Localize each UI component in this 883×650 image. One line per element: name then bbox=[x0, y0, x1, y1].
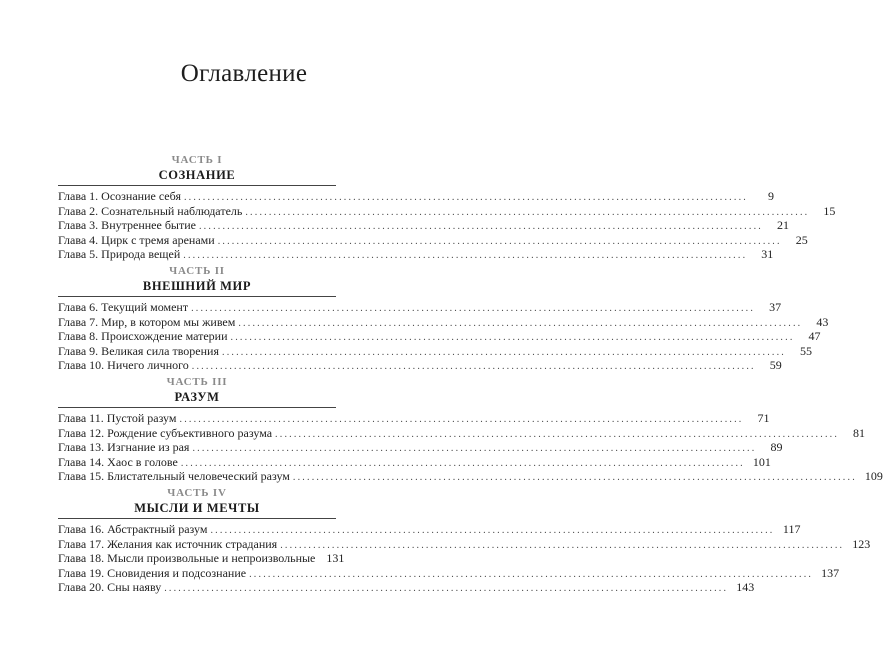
part-section bbox=[58, 153, 836, 262]
dot-leader: ........................................................................................................................ bbox=[164, 583, 729, 594]
dot-leader: ........................................................................................................................ bbox=[245, 206, 810, 218]
toc-entry[interactable] bbox=[58, 551, 345, 566]
toc-entry[interactable] bbox=[58, 300, 782, 315]
page-number: 21 bbox=[776, 218, 789, 232]
chapter-title: Глава 17. Желания как источник страдания bbox=[58, 537, 280, 552]
chapter-title: Глава 14. Хаос в голове bbox=[58, 455, 181, 470]
chapter-title: Глава 12. Рождение субъективного разума bbox=[58, 426, 275, 441]
dot-leader: ........................................................................................................................ bbox=[217, 235, 782, 247]
dot-leader: ........................................................................................................................ bbox=[192, 443, 757, 454]
page-number: 123 bbox=[852, 536, 871, 551]
toc-entry[interactable] bbox=[58, 469, 883, 484]
chapter-title: Глава 8. Происхождение материи bbox=[58, 329, 231, 344]
toc-entry[interactable] bbox=[58, 329, 821, 344]
chapter-list bbox=[58, 300, 829, 373]
page-number: 101 bbox=[752, 454, 771, 469]
page-number: 37 bbox=[769, 300, 782, 314]
toc-entry[interactable] bbox=[58, 343, 812, 359]
dot-leader: ........................................................................................................................ bbox=[275, 428, 840, 440]
page-number: 25 bbox=[795, 232, 808, 247]
chapter-title: Глава 9. Великая сила творения bbox=[58, 344, 222, 359]
dot-leader: ........................................................................................................................ bbox=[230, 332, 795, 343]
chapter-title: Глава 15. Блистательный человеческий разум bbox=[58, 469, 293, 484]
part-divider bbox=[58, 407, 336, 408]
toc-entry[interactable] bbox=[58, 314, 829, 330]
page-number: 81 bbox=[853, 425, 866, 440]
toc-entry[interactable] bbox=[58, 440, 783, 455]
dot-leader: ........................................................................................................................ bbox=[292, 472, 857, 483]
dot-leader: ........................................................................................................................ bbox=[249, 568, 814, 580]
toc-entry[interactable] bbox=[58, 425, 866, 441]
dot-leader: ........................................................................................................................ bbox=[198, 221, 763, 232]
page-number: 137 bbox=[821, 565, 840, 580]
dot-leader: ........................................................................................................................ bbox=[280, 539, 845, 551]
page-number: 89 bbox=[770, 440, 783, 454]
page-number: 59 bbox=[769, 358, 782, 372]
part-divider bbox=[58, 185, 336, 186]
part-label: ЧАСТЬ IV bbox=[167, 487, 227, 499]
dot-leader: ........................................................................................................................ bbox=[183, 250, 748, 261]
toc-entry[interactable] bbox=[58, 203, 836, 219]
part-label: ЧАСТЬ I bbox=[171, 154, 223, 166]
toc-entry[interactable] bbox=[58, 218, 789, 233]
part-title: ВНЕШНИЙ МИР bbox=[142, 279, 252, 293]
toc-entry[interactable] bbox=[58, 232, 808, 248]
chapter-title: Глава 2. Сознательный наблюдатель bbox=[58, 204, 245, 219]
part-title: МЫСЛИ И МЕЧТЫ bbox=[134, 501, 260, 515]
chapter-list bbox=[58, 522, 871, 595]
part-divider bbox=[58, 296, 336, 297]
toc-entry[interactable] bbox=[58, 580, 755, 595]
part-section bbox=[58, 375, 883, 484]
toc-entry[interactable] bbox=[58, 189, 774, 204]
page-number: 117 bbox=[782, 522, 801, 536]
page-number: 31 bbox=[761, 247, 774, 261]
chapter-title: Глава 7. Мир, в котором мы живем bbox=[58, 315, 238, 330]
chapter-title: Глава 5. Природа вещей bbox=[58, 247, 183, 262]
dot-leader: ........................................................................................................................ bbox=[179, 414, 744, 425]
part-label: ЧАСТЬ II bbox=[169, 265, 225, 277]
toc-entry[interactable] bbox=[58, 358, 782, 373]
chapter-title: Глава 4. Цирк с тремя аренами bbox=[58, 233, 218, 248]
part-title: СОЗНАНИЕ bbox=[158, 168, 236, 182]
chapter-title: Глава 3. Внутреннее бытие bbox=[58, 218, 199, 233]
toc-entry[interactable] bbox=[58, 565, 840, 581]
page-number: 43 bbox=[816, 314, 829, 329]
chapter-title: Глава 13. Изгнание из рая bbox=[58, 440, 192, 455]
page-number: 9 bbox=[767, 189, 774, 203]
dot-leader: ........................................................................................................................ bbox=[191, 361, 756, 372]
part-section bbox=[58, 486, 871, 595]
dot-leader: ........................................................................................................................ bbox=[238, 317, 803, 329]
toc-entry[interactable] bbox=[58, 522, 801, 537]
chapter-title: Глава 19. Сновидения и подсознание bbox=[58, 566, 249, 581]
page-number: 15 bbox=[823, 203, 836, 218]
page-number: 109 bbox=[864, 469, 883, 483]
chapter-title: Глава 10. Ничего личного bbox=[58, 358, 192, 373]
chapter-list bbox=[58, 189, 836, 262]
part-section bbox=[58, 264, 829, 373]
chapter-title: Глава 16. Абстрактный разум bbox=[58, 522, 210, 537]
chapter-title: Глава 18. Мысли произвольные и непроизвольные bbox=[58, 551, 318, 566]
page-number: 143 bbox=[736, 580, 755, 594]
chapter-title: Глава 6. Текущий момент bbox=[58, 300, 191, 315]
toc-entry[interactable] bbox=[58, 247, 774, 262]
page-title: Оглавление bbox=[180, 60, 308, 87]
dot-leader: ........................................................................................................................ bbox=[222, 346, 786, 358]
dot-leader: ........................................................................................................................ bbox=[180, 457, 745, 469]
toc-entry[interactable] bbox=[58, 411, 770, 426]
chapter-title: Глава 20. Сны наяву bbox=[58, 580, 164, 595]
page-number: 131 bbox=[326, 551, 345, 565]
chapter-title: Глава 11. Пустой разум bbox=[58, 411, 180, 426]
chapter-title: Глава 1. Осознание себя bbox=[58, 189, 184, 204]
toc-entry[interactable] bbox=[58, 536, 871, 552]
toc-entry[interactable] bbox=[58, 454, 771, 470]
page-number: 55 bbox=[800, 343, 812, 358]
chapter-list bbox=[58, 411, 883, 484]
page-number: 71 bbox=[757, 411, 770, 425]
part-label: ЧАСТЬ III bbox=[166, 376, 228, 388]
dot-leader: ........................................................................................................................ bbox=[183, 192, 748, 203]
dot-leader: ........................................................................................................................ bbox=[210, 525, 775, 536]
part-title: РАЗУМ bbox=[174, 390, 220, 404]
part-divider bbox=[58, 518, 336, 519]
page-number: 47 bbox=[808, 329, 821, 343]
dot-leader: ........................................................................................................................ bbox=[191, 303, 756, 314]
